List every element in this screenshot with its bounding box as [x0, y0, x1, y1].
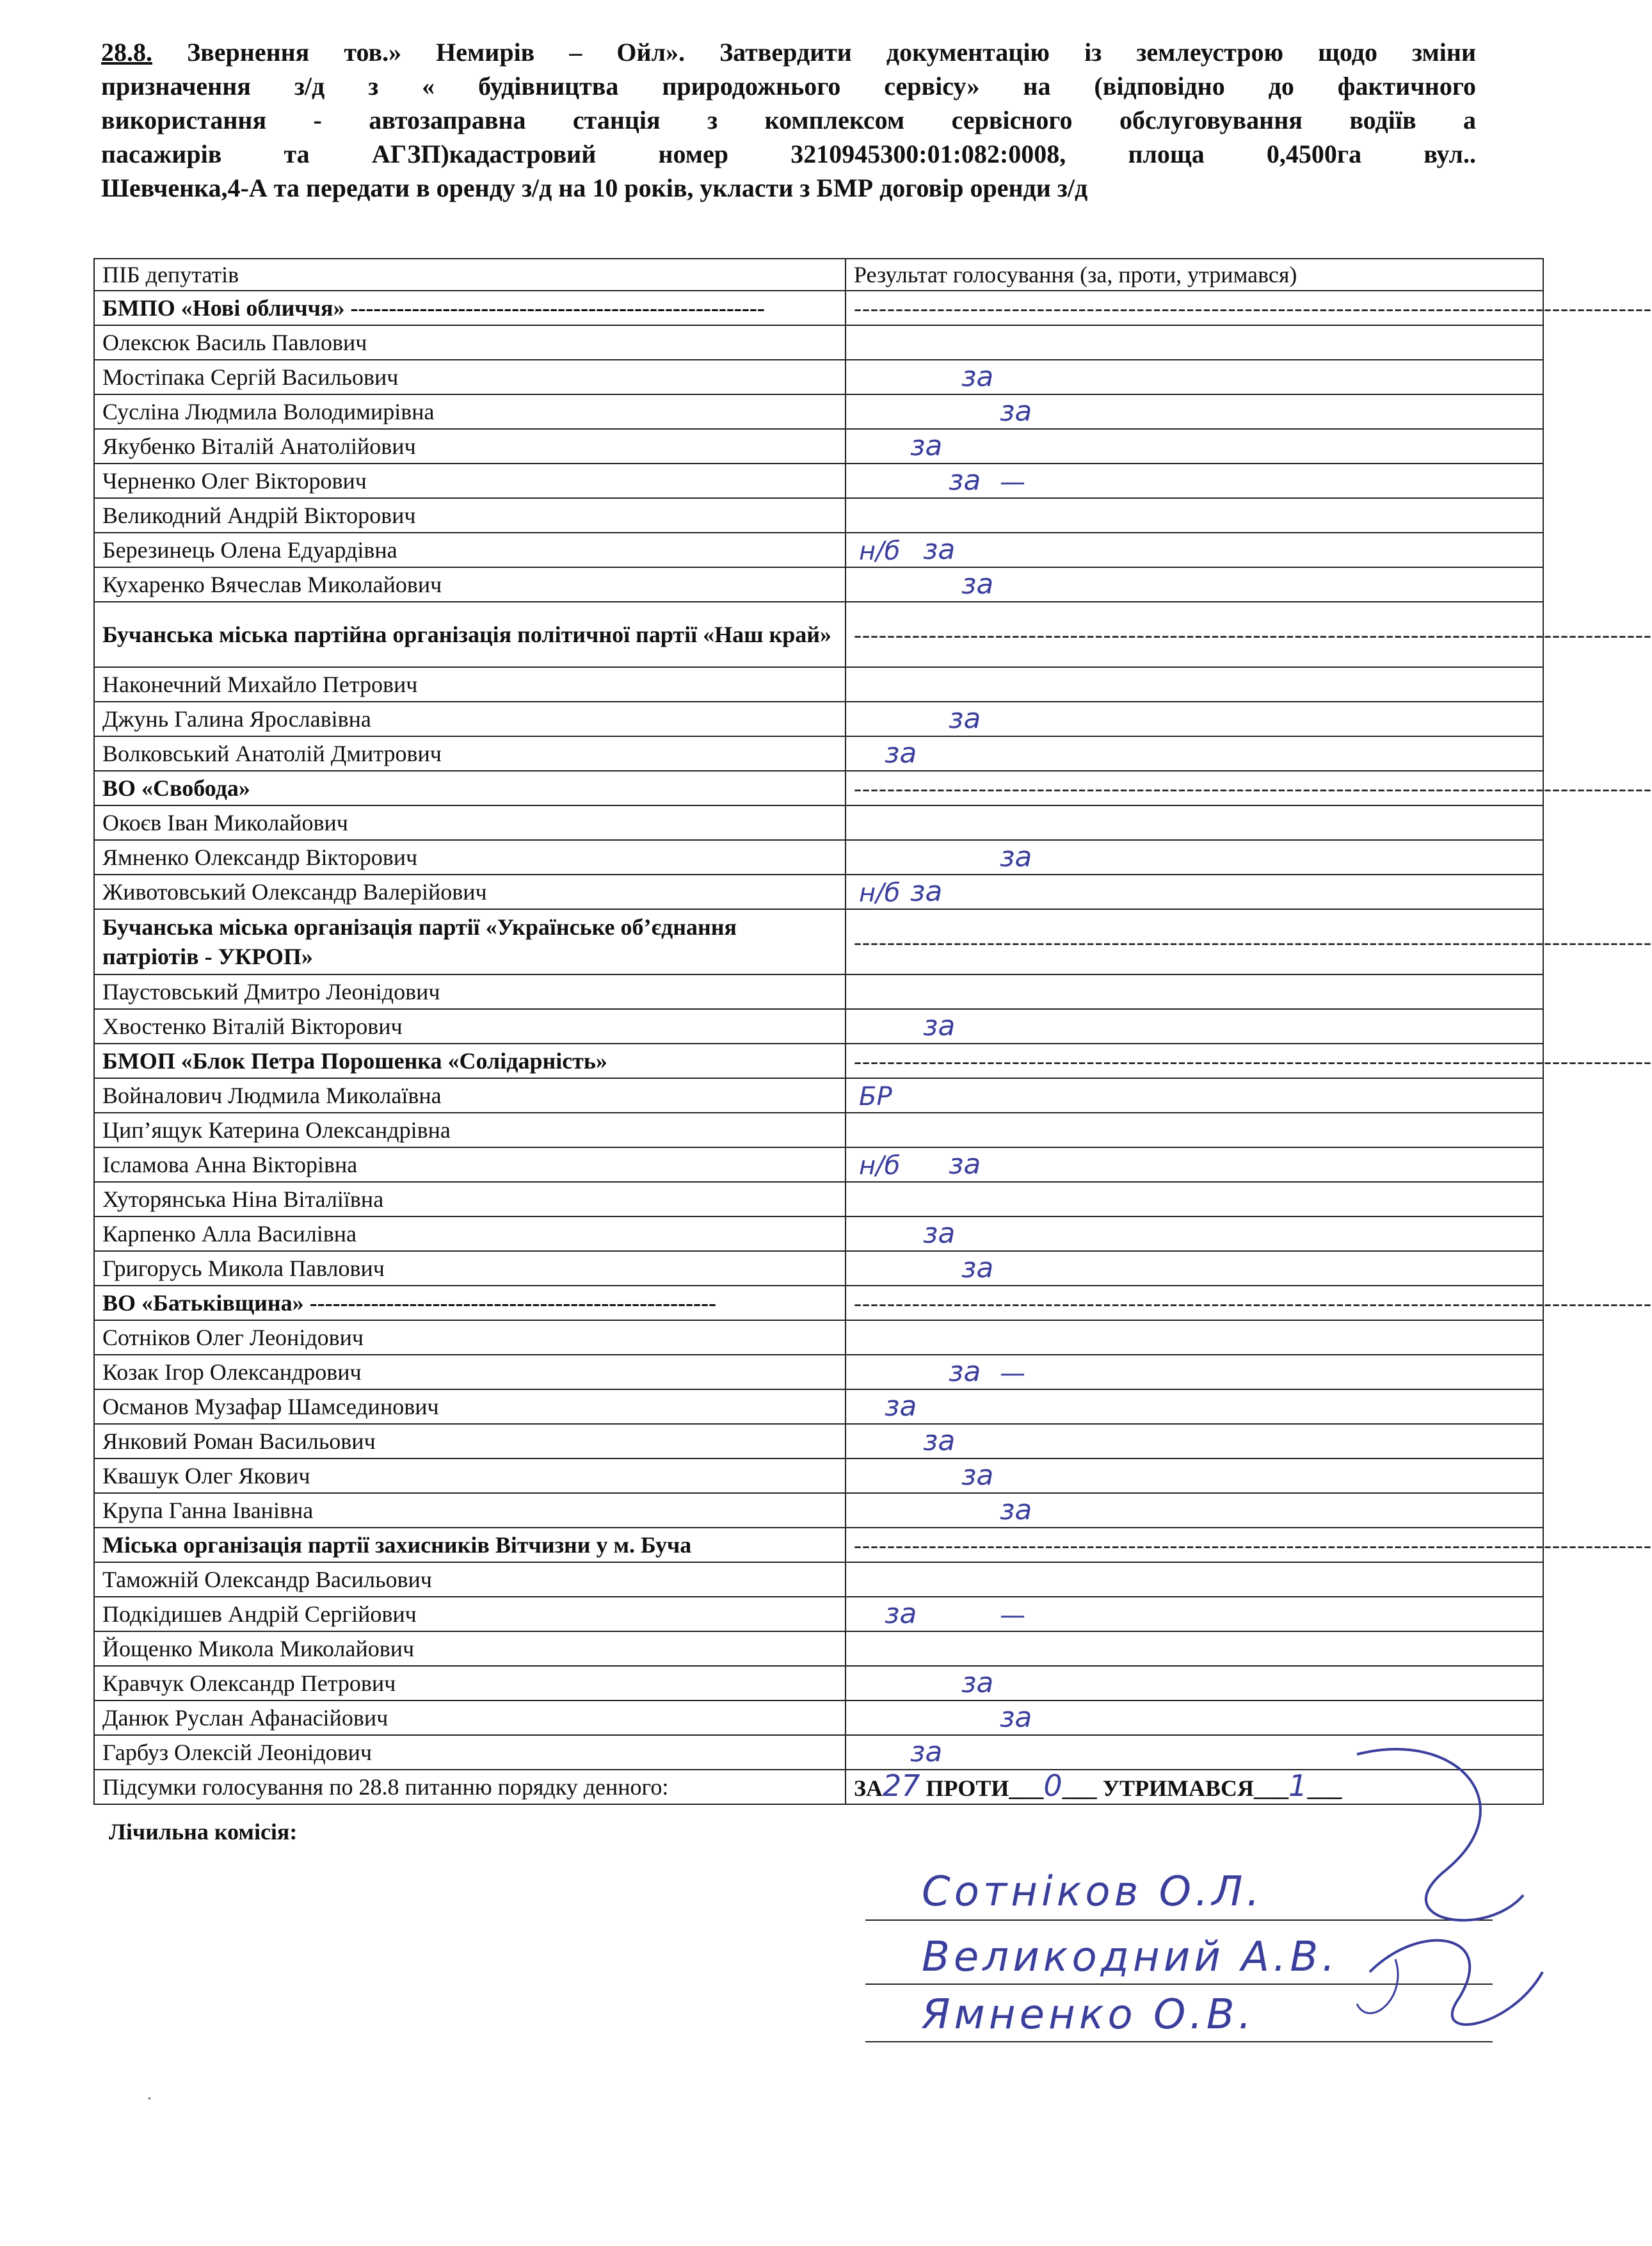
- table-row: [94, 875, 1543, 909]
- table-row: [94, 702, 1543, 736]
- table-row: [94, 394, 1543, 429]
- vote-result: [846, 875, 1543, 909]
- vote-handwritten: за: [885, 1597, 917, 1630]
- party-dash-fill: ------------------------------------------------------------------------------------------------: [846, 771, 1543, 805]
- signature-2: Великодний А.В.: [922, 1934, 1339, 1981]
- deputy-name: Якубенко Віталій Анатолійович: [94, 429, 846, 464]
- table-row: [94, 974, 1543, 1009]
- party-dash-fill: ------------------------------------------------------------------------------------------------: [846, 602, 1543, 667]
- deputy-name: Наконечний Михайло Петрович: [94, 667, 846, 702]
- table-row: [94, 1735, 1543, 1770]
- table-header-row: [94, 259, 1543, 291]
- vote-result: [846, 1216, 1543, 1251]
- totals-summary: ЗА27 ПРОТИ___0___ УТРИМАВСЯ___1___: [846, 1770, 1543, 1804]
- table-row: [94, 840, 1543, 875]
- vote-handwritten: за: [910, 875, 943, 908]
- table-row: [94, 360, 1543, 394]
- vote-handwritten: за: [885, 1390, 917, 1423]
- vote-mark: —: [1000, 1359, 1025, 1388]
- table-row: [94, 1493, 1543, 1528]
- deputy-name: Данюк Руслан Афанасійович: [94, 1701, 846, 1735]
- party-name: Бучанська міська організація партії «Українське об’єднання патріотів - УКРОП»: [94, 909, 846, 974]
- vote-handwritten: за: [910, 1736, 943, 1768]
- table-row: [94, 1355, 1543, 1389]
- vote-mark: —: [1000, 1601, 1025, 1630]
- table-row: [94, 1424, 1543, 1458]
- table-row: [94, 498, 1543, 533]
- deputy-name: Джунь Галина Ярославівна: [94, 702, 846, 736]
- table-row: [94, 1182, 1543, 1216]
- vote-mark: —: [1000, 467, 1025, 497]
- vote-result: [846, 1251, 1543, 1286]
- deputy-name: Войналович Людмила Миколаївна: [94, 1078, 846, 1113]
- scan-dot: [148, 2097, 150, 2099]
- vote-handwritten: за: [1000, 1494, 1032, 1526]
- deputy-name: Крупа Ганна Іванівна: [94, 1493, 846, 1528]
- vote-result: [846, 464, 1543, 498]
- deputy-name: Животовський Олександр Валерійович: [94, 875, 846, 909]
- table-row: [94, 533, 1543, 567]
- vote-handwritten: за: [1000, 1701, 1032, 1734]
- party-dash-fill: ------------------------------------------------------------------------------------------------: [846, 291, 1543, 325]
- deputy-name: Кравчук Олександр Петрович: [94, 1666, 846, 1701]
- za-value: 27: [883, 1768, 920, 1803]
- deputy-name: Османов Музафар Шамсединович: [94, 1389, 846, 1424]
- vote-result: [846, 394, 1543, 429]
- party-name: БМПО «Нові обличчя» ------------------------------------------------------: [94, 291, 846, 325]
- voting-table-body: [94, 259, 1652, 1770]
- vote-handwritten: за: [923, 1425, 956, 1457]
- table-row: [94, 1147, 1543, 1182]
- party-group-row: [94, 291, 1543, 325]
- deputy-name: Великодний Андрій Вікторович: [94, 498, 846, 533]
- vote-mark: н/б: [859, 878, 901, 908]
- vote-result: [846, 1458, 1543, 1493]
- party-dash-fill: ------------------------------------------------------------------------------------------------: [846, 1528, 1543, 1562]
- vote-result: [846, 1424, 1543, 1458]
- vote-result: [846, 1009, 1543, 1044]
- vote-mark: н/б: [859, 537, 901, 566]
- deputy-name: Сусліна Людмила Володимирівна: [94, 394, 846, 429]
- party-group-row: [94, 771, 1543, 805]
- vote-result: [846, 1493, 1543, 1528]
- deputy-name: Подкідишев Андрій Сергійович: [94, 1597, 846, 1631]
- vote-result: [846, 1078, 1543, 1113]
- totals-row: [94, 1770, 1543, 1804]
- table-row: [94, 1389, 1543, 1424]
- signature-1: Сотніков О.Л.: [922, 1868, 1263, 1916]
- table-row: [94, 1320, 1543, 1355]
- party-dash-fill: ------------------------------------------------------------------------------------------------: [846, 909, 1543, 974]
- vote-handwritten: за: [949, 464, 981, 497]
- table-row: [94, 1597, 1543, 1631]
- item-number: 28.8.: [101, 38, 152, 67]
- table-row: [94, 1216, 1543, 1251]
- deputy-name: Йощенко Микола Миколайович: [94, 1631, 846, 1666]
- vote-handwritten: за: [949, 1355, 981, 1388]
- vote-result: [846, 1562, 1543, 1597]
- vote-handwritten: за: [949, 1148, 981, 1181]
- vote-result: [846, 1631, 1543, 1666]
- deputy-name: Карпенко Алла Василівна: [94, 1216, 846, 1251]
- vote-result: [846, 667, 1543, 702]
- party-dash-fill: ------------------------------------------------------------------------------------------------: [846, 1286, 1543, 1320]
- vote-handwritten: за: [910, 430, 943, 462]
- table-row: [94, 1251, 1543, 1286]
- vote-result: [846, 567, 1543, 602]
- totals-label: Підсумки голосування по 28.8 питанню порядку денного:: [94, 1770, 846, 1804]
- counting-commission-label: Лічильна комісія:: [109, 1819, 298, 1845]
- vote-result: [846, 533, 1543, 567]
- vote-handwritten: за: [961, 360, 994, 393]
- col-header-result: Результат голосування (за, проти, утримався): [846, 259, 1543, 291]
- resolution-heading: [101, 35, 1476, 205]
- vote-result: [846, 1147, 1543, 1182]
- signature-3: Ямненко О.В.: [922, 1991, 1255, 2039]
- vote-result: [846, 1389, 1543, 1424]
- table-row: [94, 805, 1543, 840]
- col-header-deputies: ПІБ депутатів: [94, 259, 846, 291]
- proty-label: ПРОТИ: [926, 1775, 1009, 1801]
- heading-line-4: пасажирів та АГЗП)кадастровий номер 3210945300:01:082:0008, площа 0,4500га вул..: [101, 140, 1476, 168]
- signature-flourish: [1331, 1729, 1562, 2062]
- vote-result: [846, 1666, 1543, 1701]
- table-row: [94, 325, 1543, 360]
- vote-result: [846, 1355, 1543, 1389]
- deputy-name: Таможній Олександр Васильович: [94, 1562, 846, 1597]
- table-row: [94, 429, 1543, 464]
- deputy-name: Ямненко Олександр Вікторович: [94, 840, 846, 875]
- utr-label: УТРИМАВСЯ: [1102, 1775, 1255, 1801]
- party-dash-fill: ------------------------------------------------------------------------------------------------: [846, 1044, 1543, 1078]
- vote-handwritten: за: [923, 1010, 956, 1042]
- table-row: [94, 1458, 1543, 1493]
- utr-value: 1: [1288, 1768, 1308, 1803]
- vote-handwritten: за: [961, 1252, 994, 1284]
- vote-result: [846, 1182, 1543, 1216]
- heading-line-1: 28.8. Звернення тов.» Немирів – Ойл». Затвердити документацію із землеустрою щодо зміни: [101, 38, 1476, 67]
- vote-result: [846, 1320, 1543, 1355]
- heading-line-5: Шевченка,4-А та передати в оренду з/д на 10 років, укласти з БМР договір оренди з/д: [101, 174, 1088, 202]
- deputy-name: Черненко Олег Вікторович: [94, 464, 846, 498]
- vote-result: [846, 974, 1543, 1009]
- deputy-name: Кухаренко Вячеслав Миколайович: [94, 567, 846, 602]
- vote-handwritten: за: [961, 1459, 994, 1492]
- party-name: Бучанська міська партійна організація політичної партії «Наш край»: [94, 602, 846, 667]
- vote-result: [846, 1597, 1543, 1631]
- heading-line-3: використання - автозаправна станція з комплексом сервісного обслуговування водіїв а: [101, 106, 1476, 134]
- party-name: БМОП «Блок Петра Порошенка «Солідарність»: [94, 1044, 846, 1078]
- party-name: Міська організація партії захисників Вітчизни у м. Буча: [94, 1528, 846, 1562]
- vote-result: [846, 360, 1543, 394]
- vote-handwritten: за: [885, 737, 917, 770]
- party-name: ВО «Свобода»: [94, 771, 846, 805]
- vote-handwritten: за: [1000, 395, 1032, 428]
- party-group-row: [94, 1044, 1543, 1078]
- proty-value: 0: [1043, 1768, 1063, 1803]
- vote-result: [846, 325, 1543, 360]
- deputy-name: Березинець Олена Едуардівна: [94, 533, 846, 567]
- vote-result: [846, 840, 1543, 875]
- vote-handwritten: за: [949, 702, 981, 735]
- deputy-name: Янковий Роман Васильович: [94, 1424, 846, 1458]
- vote-result: [846, 429, 1543, 464]
- deputy-name: Сотніков Олег Леонідович: [94, 1320, 846, 1355]
- deputy-name: Хуторянська Ніна Віталіївна: [94, 1182, 846, 1216]
- vote-handwritten: за: [923, 533, 956, 566]
- deputy-name: Квашук Олег Якович: [94, 1458, 846, 1493]
- deputy-name: Цип’ящук Катерина Олександрівна: [94, 1113, 846, 1147]
- table-row: [94, 464, 1543, 498]
- voting-table: [93, 258, 1652, 1805]
- vote-mark: БР: [859, 1082, 892, 1111]
- table-row: [94, 567, 1543, 602]
- vote-result: [846, 702, 1543, 736]
- vote-result: [846, 1113, 1543, 1147]
- heading-line-2: призначення з/д з « будівництва природожнього сервісу» на (відповідно до фактичного: [101, 72, 1476, 101]
- table-row: [94, 736, 1543, 771]
- table-row: [94, 1078, 1543, 1113]
- table-row: [94, 1631, 1543, 1666]
- vote-handwritten: за: [923, 1217, 956, 1250]
- party-group-row: [94, 909, 1543, 974]
- table-row: [94, 1113, 1543, 1147]
- deputy-name: Волковський Анатолій Дмитрович: [94, 736, 846, 771]
- deputy-name: Окоєв Іван Миколайович: [94, 805, 846, 840]
- vote-result: [846, 498, 1543, 533]
- deputy-name: Паустовський Дмитро Леонідович: [94, 974, 846, 1009]
- party-group-row: [94, 602, 1543, 667]
- deputy-name: Григорусь Микола Павлович: [94, 1251, 846, 1286]
- za-label: ЗА: [854, 1775, 883, 1801]
- party-group-row: [94, 1528, 1543, 1562]
- deputy-name: Ісламова Анна Вікторівна: [94, 1147, 846, 1182]
- deputy-name: Хвостенко Віталій Вікторович: [94, 1009, 846, 1044]
- vote-result: [846, 805, 1543, 840]
- deputy-name: Гарбуз Олексій Леонідович: [94, 1735, 846, 1770]
- table-row: [94, 667, 1543, 702]
- table-row: [94, 1562, 1543, 1597]
- vote-mark: н/б: [859, 1151, 901, 1181]
- table-row: [94, 1009, 1543, 1044]
- deputy-name: Олексюк Василь Павлович: [94, 325, 846, 360]
- table-row: [94, 1701, 1543, 1735]
- party-name: ВО «Батьківщина» -----------------------------------------------------: [94, 1286, 846, 1320]
- deputy-name: Мостіпака Сергій Васильович: [94, 360, 846, 394]
- table-row: [94, 1666, 1543, 1701]
- vote-handwritten: за: [1000, 841, 1032, 873]
- vote-result: [846, 736, 1543, 771]
- deputy-name: Козак Ігор Олександрович: [94, 1355, 846, 1389]
- vote-handwritten: за: [961, 1667, 994, 1699]
- vote-handwritten: за: [961, 568, 994, 601]
- party-group-row: [94, 1286, 1543, 1320]
